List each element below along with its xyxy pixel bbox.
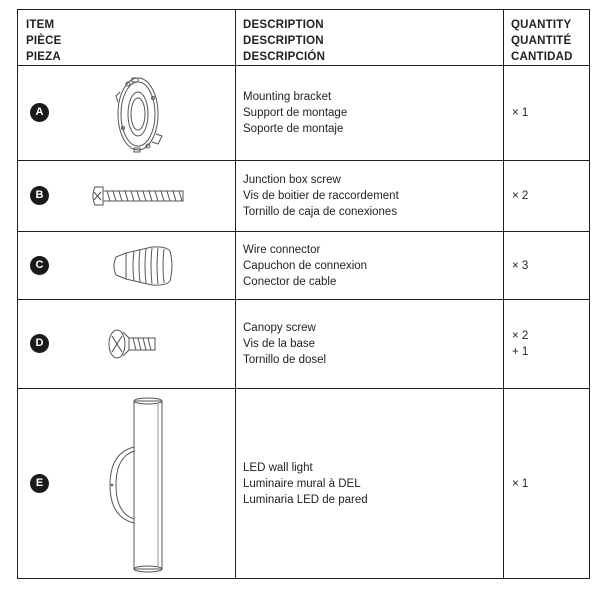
description-fr: Capuchon de connexion	[243, 259, 368, 272]
table-row	[18, 300, 590, 389]
mounting-bracket-icon	[106, 72, 170, 156]
table-row	[18, 66, 590, 161]
header-quantity	[504, 10, 590, 66]
item-letter-badge: A	[30, 103, 49, 122]
description-es: Conector de cable	[243, 275, 337, 288]
header-item	[18, 10, 236, 66]
header-item-en: ITEM	[26, 19, 55, 31]
table-row	[18, 161, 590, 232]
description-en: Mounting bracket	[243, 91, 332, 103]
header-description-en: DESCRIPTION	[243, 19, 324, 31]
quantity-value: × 2	[512, 190, 529, 202]
description-es: Soporte de montaje	[243, 123, 344, 135]
quantity-value: × 2	[512, 330, 529, 342]
canopy-screw-icon	[107, 328, 159, 360]
description-fr: Luminaire mural à DEL	[243, 477, 361, 490]
description-cell	[236, 300, 504, 389]
header-description-es: DESCRIPCIÓN	[243, 51, 326, 63]
description-cell	[236, 232, 504, 300]
description-en: Junction box screw	[243, 174, 341, 186]
item-cell	[18, 66, 236, 161]
item-cell	[18, 161, 236, 232]
table-row	[18, 232, 590, 300]
header-description	[236, 10, 504, 66]
quantity-value: × 1	[512, 107, 529, 119]
item-cell	[18, 232, 236, 300]
parts-table	[17, 9, 590, 579]
table-header-row	[18, 10, 590, 66]
description-en: Canopy screw	[243, 322, 316, 334]
quantity-cell	[504, 232, 590, 300]
quantity-extra: + 1	[512, 346, 529, 358]
quantity-value: × 1	[512, 477, 529, 490]
header-quantity-fr: QUANTITÉ	[511, 35, 572, 47]
item-cell	[18, 389, 236, 579]
description-fr: Vis de boitier de raccordement	[243, 190, 399, 202]
item-cell	[18, 300, 236, 389]
quantity-cell	[504, 161, 590, 232]
header-quantity-es: CANTIDAD	[511, 51, 573, 63]
table-row	[18, 389, 590, 579]
item-letter-badge: B	[30, 186, 49, 205]
quantity-cell	[504, 389, 590, 579]
quantity-value: × 3	[512, 259, 529, 272]
description-es: Luminaria LED de pared	[243, 493, 368, 506]
header-item-es: PIEZA	[26, 51, 61, 63]
quantity-cell	[504, 300, 590, 389]
description-es: Tornillo de dosel	[243, 354, 327, 366]
item-letter-badge: E	[30, 474, 49, 493]
description-cell	[236, 161, 504, 232]
description-fr: Vis de la base	[243, 338, 316, 350]
wire-connector-icon	[106, 243, 178, 289]
led-wall-light-icon	[100, 395, 184, 575]
item-letter-badge: C	[30, 256, 49, 275]
header-description-fr: DESCRIPTION	[243, 35, 324, 47]
description-cell	[236, 66, 504, 161]
description-cell	[236, 389, 504, 579]
header-item-fr: PIÈCE	[26, 35, 62, 47]
header-quantity-en: QUANTITY	[511, 19, 572, 31]
description-es: Tornillo de caja de conexiones	[243, 206, 398, 218]
description-fr: Support de montage	[243, 107, 348, 119]
description-en: Wire connector	[243, 243, 321, 256]
quantity-cell	[504, 66, 590, 161]
item-letter-badge: D	[30, 334, 49, 353]
junction-box-screw-icon	[91, 183, 187, 209]
description-en: LED wall light	[243, 461, 313, 474]
